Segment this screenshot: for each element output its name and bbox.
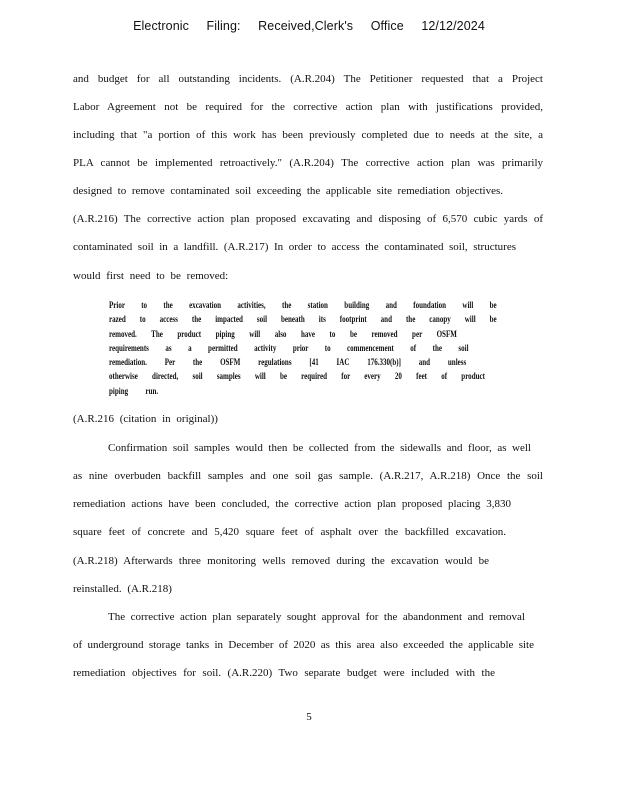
body-text-line: Labor Agreement not be required for the corrective action plan with justifications provided, <box>73 101 543 113</box>
body-text-line: (A.R.218) Afterwards three monitoring wells removed during the excavation would be <box>73 555 489 567</box>
body-text-line: The corrective action plan separately sought approval for the abandonment and removal <box>108 611 525 623</box>
body-text-line: including that "a portion of this work has been previously completed due to needs at the site, a <box>73 129 543 141</box>
block-quote-line: piping run. <box>109 386 159 396</box>
body-text-line: remediation objectives for soil. (A.R.220) Two separate budget were included with the <box>73 667 495 679</box>
block-quote-line: Prior to the excavation activities, the station building and foundation will be <box>109 300 497 310</box>
body-text-line: designed to remove contaminated soil exceeding the applicable site remediation objectives. <box>73 185 503 197</box>
body-text-line: square feet of concrete and 5,420 square feet of asphalt over the backfilled excavation. <box>73 526 506 538</box>
body-text-line: (A.R.216) The corrective action plan proposed excavating and disposing of 6,570 cubic yards of <box>73 213 543 225</box>
body-text-line: of underground storage tanks in December of 2020 as this area also exceeded the applicable site <box>73 639 534 651</box>
body-text-line: as nine overbuden backfill samples and one soil gas sample. (A.R.217, A.R.218) Once the soil <box>73 470 543 482</box>
block-quote-line: razed to access the impacted soil beneath its footprint and the canopy will be <box>109 314 497 324</box>
block-quote-line: requirements as a permitted activity prior to commencement of the soil <box>109 343 469 353</box>
body-text-line: reinstalled. (A.R.218) <box>73 583 172 595</box>
block-quote-line: remediation. Per the OSFM regulations [41 IAC 176.330(b)] and unless <box>109 357 467 367</box>
page-number: 5 <box>306 711 312 723</box>
block-quote-line: otherwise directed, soil samples will be required for every 20 feet of product <box>109 371 485 381</box>
body-text-line: contaminated soil in a landfill. (A.R.217) In order to access the contaminated soil, structures <box>73 241 516 253</box>
body-text-line: would first need to be removed: <box>73 270 229 282</box>
body-text-line: Confirmation soil samples would then be collected from the sidewalls and floor, as well <box>108 442 531 454</box>
body-text-line: PLA cannot be implemented retroactively." (A.R.204) The corrective action plan was primarily <box>73 157 543 169</box>
block-quote-citation: (A.R.216 (citation in original)) <box>73 413 218 425</box>
body-text-line: remediation actions have been concluded, the corrective action plan proposed placing 3,830 <box>73 498 511 510</box>
block-quote-line: removed. The product piping will also have to be removed per OSFM <box>109 329 457 339</box>
body-text-line: and budget for all outstanding incidents. (A.R.204) The Petitioner requested that a Project <box>73 73 543 85</box>
filing-stamp-header: Electronic Filing: Received,Clerk's Office 12/12/2024 <box>133 19 485 33</box>
